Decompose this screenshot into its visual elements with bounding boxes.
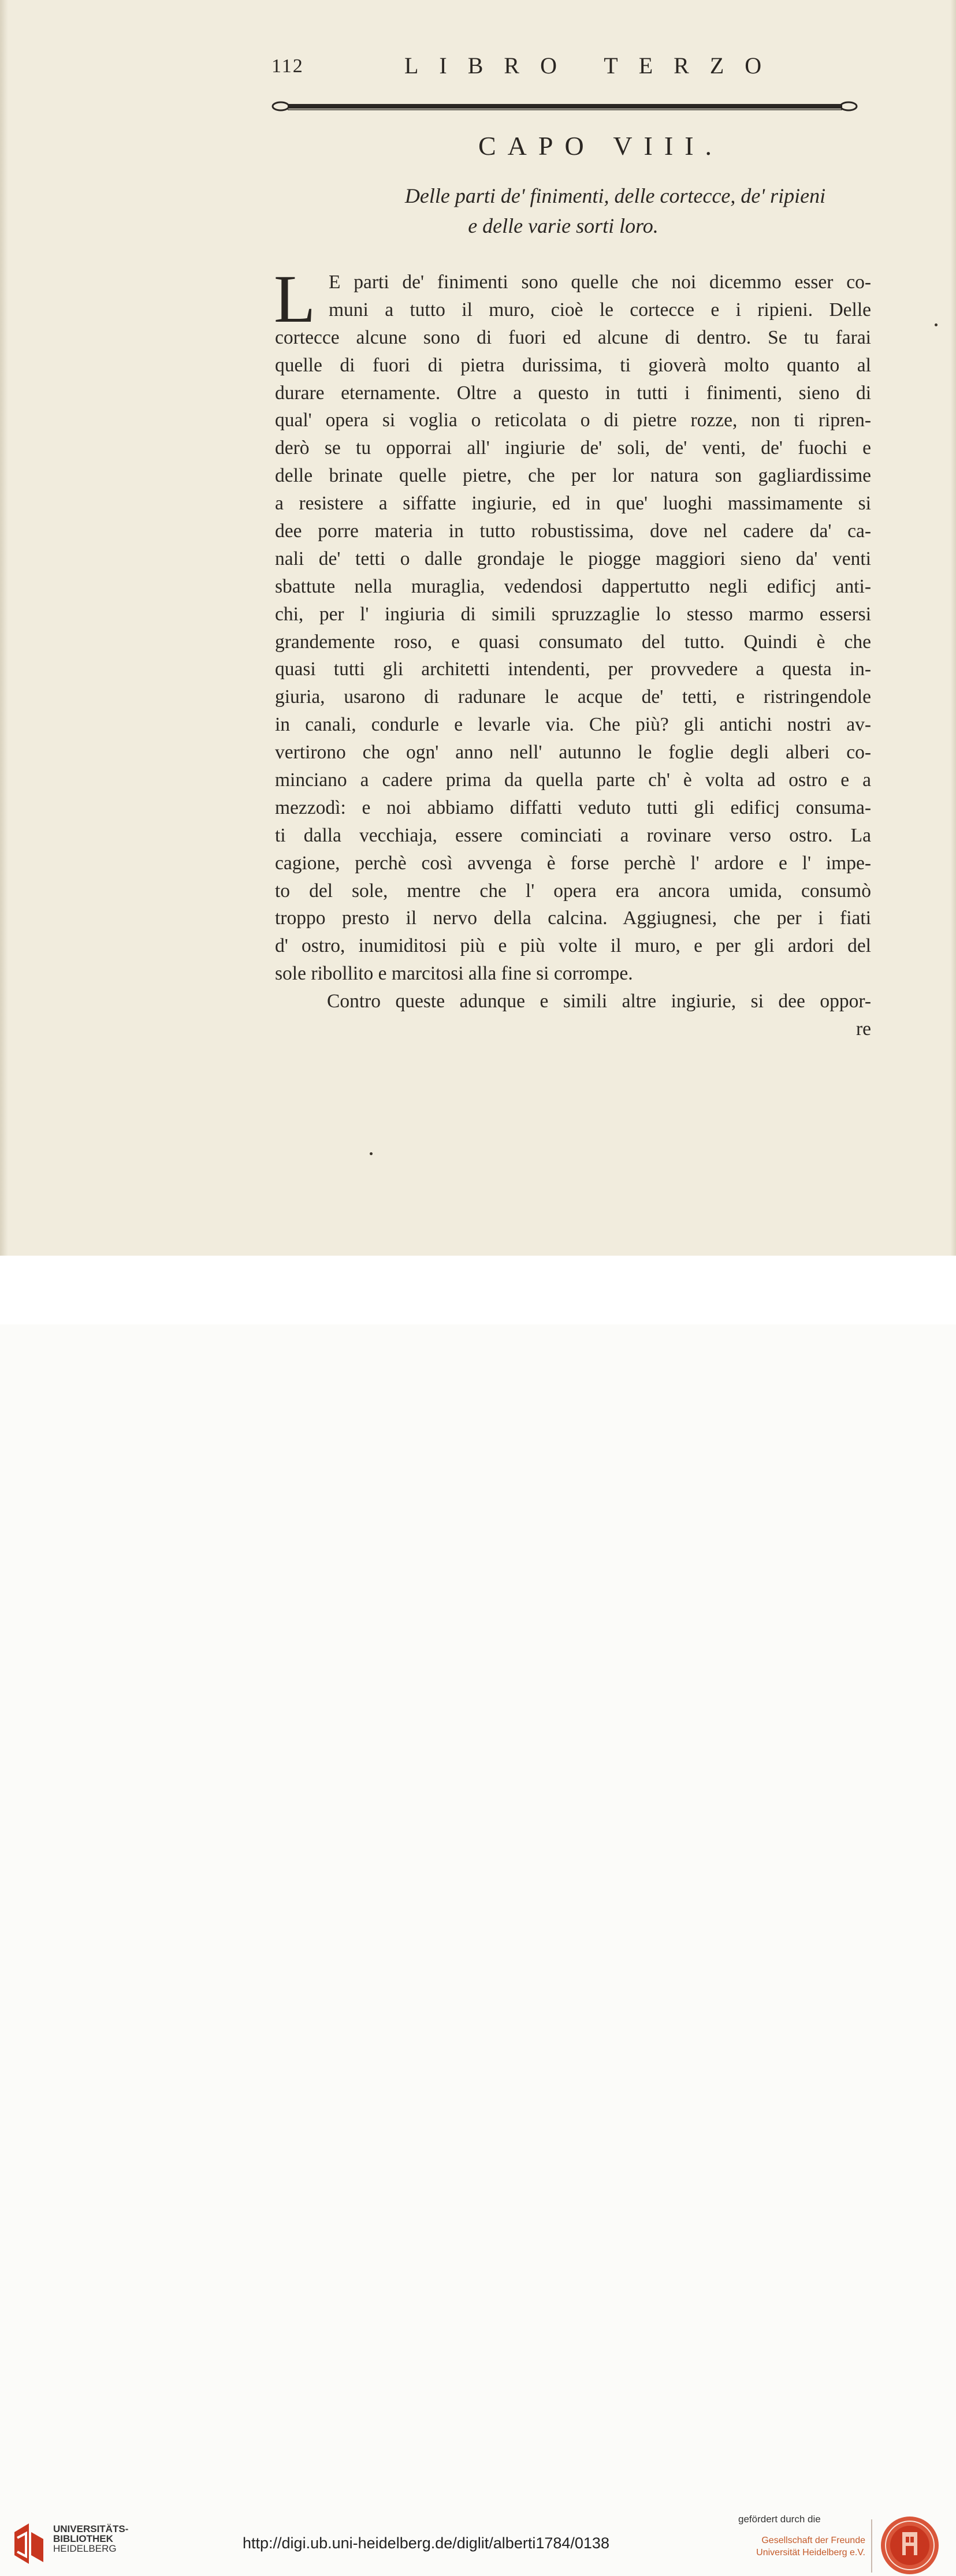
text-line: ti dalla vecchiaja, essere cominciati a rovinare verso ostro. La xyxy=(275,824,871,846)
text-line: delle brinate quelle pietre, che per lor natura son gagliardissime xyxy=(275,465,871,487)
library-name xyxy=(53,2524,128,2553)
library-name-line-2: BIBLIOTHEK xyxy=(53,2533,113,2544)
text-line: cagione, perchè così avvenga è forse perchè l' ardore e l' impe- xyxy=(275,852,871,874)
text-line: chi, per l' ingiuria di simili spruzzaglie lo stesso marmo essersi xyxy=(275,603,871,625)
text-line: cortecce alcune sono di fuori ed alcune di dentro. Se tu farai xyxy=(275,326,871,348)
text-line: to del sole, mentre che l' opera era ancora umida, consumò xyxy=(275,880,871,902)
viewer-footer xyxy=(0,1256,956,2558)
page-gutter-shadow xyxy=(0,0,8,1256)
text-line: minciano a cadere prima da quella parte ch' è volta ad ostro e a xyxy=(275,769,871,791)
folio-number: 112 xyxy=(271,55,304,77)
university-seal-icon xyxy=(879,2515,940,2576)
text-line: dee porre materia in tutto robustissima, dove nel cadere da' ca- xyxy=(275,520,871,542)
text-line: in canali, condurle e levarle via. Che più? gli antichi nostri av- xyxy=(275,714,871,736)
text-line: muni a tutto il muro, cioè le cortecce e i ripieni. Delle xyxy=(329,299,871,321)
text-line: d' ostro, inumiditosi più e più volte il muro, e per gli ardori del xyxy=(275,935,871,957)
text-line: durare eternamente. Oltre a questo in tutti i finimenti, sieno di xyxy=(275,382,871,404)
text-line: Contro queste adunque e simili altre ingiurie, si dee oppor- xyxy=(327,991,871,1012)
society-name-line-1: Gesellschaft der Freunde xyxy=(761,2536,865,2545)
text-line: a resistere a siffatte ingiurie, ed in que' luoghi massimamente si xyxy=(275,493,871,515)
text-line: quasi tutti gli architetti intendenti, per provvedere a questa in- xyxy=(275,658,871,680)
chapter-subtitle-line-1: Delle parti de' finimenti, delle cortecce, de' ripieni xyxy=(404,184,826,207)
running-head: LIBRO TERZO xyxy=(404,53,783,79)
society-name-line-2: Universität Heidelberg e.V. xyxy=(756,2548,865,2558)
text-line: E parti de' finimenti sono quelle che noi dicemmo esser co- xyxy=(329,271,871,293)
ornamental-rule xyxy=(271,100,858,112)
chapter-title: CAPO VIII. xyxy=(478,131,724,161)
text-line: qual' opera si voglia o reticolata o di pietre rozze, non ti ripren- xyxy=(275,410,871,431)
text-line: quelle di fuori di pietra durissima, ti gioverà molto quanto al xyxy=(275,354,871,376)
scanned-page xyxy=(0,0,956,1256)
drop-cap: L xyxy=(274,261,316,337)
text-line: troppo presto il nervo della calcina. Aggiugnesi, che per i fiati xyxy=(275,907,871,929)
text-line: mezzodì: e noi abbiamo diffatti veduto tutti gli edificj consuma- xyxy=(275,796,871,818)
catchword: re xyxy=(855,1018,871,1040)
ink-speck xyxy=(935,323,938,326)
library-name-line-3: HEIDELBERG xyxy=(53,2543,117,2554)
library-logo-icon xyxy=(12,2521,46,2567)
body-text xyxy=(274,261,871,1043)
text-line: nali de' tetti o dalle grondaje le piogge maggiori sieno da' venti xyxy=(275,548,871,569)
text-line: sbattute nella muraglia, vedendosi dappertutto negli edificj anti- xyxy=(275,575,871,597)
text-line: grandemente roso, e quasi consumato del tutto. Quindi è che xyxy=(275,631,871,653)
society-name xyxy=(744,2534,865,2559)
chapter-subtitle-line-2: e delle varie sorti loro. xyxy=(468,214,659,237)
page-edge-shadow xyxy=(950,0,956,1256)
footer-divider xyxy=(871,2519,872,2573)
text-line: vertirono che ogn' anno nell' autunno le foglie degli alberi co- xyxy=(275,742,871,764)
ink-speck xyxy=(370,1152,373,1155)
library-name-line-1: UNIVERSITÄTS- xyxy=(53,2523,129,2534)
permalink-url[interactable]: http://digi.ub.uni-heidelberg.de/diglit/alberti1784/0138 xyxy=(243,2534,609,2552)
text-line: sole ribollito e marcitosi alla fine si corrompe. xyxy=(275,963,633,985)
text-line: derò se tu opporrai all' ingiurie de' soli, de' venti, de' fuochi e xyxy=(275,437,871,459)
funded-by-label: gefördert durch die xyxy=(738,2514,821,2525)
text-line: giuria, usarono di radunare le acque de' tetti, e ristringendole xyxy=(275,686,871,708)
